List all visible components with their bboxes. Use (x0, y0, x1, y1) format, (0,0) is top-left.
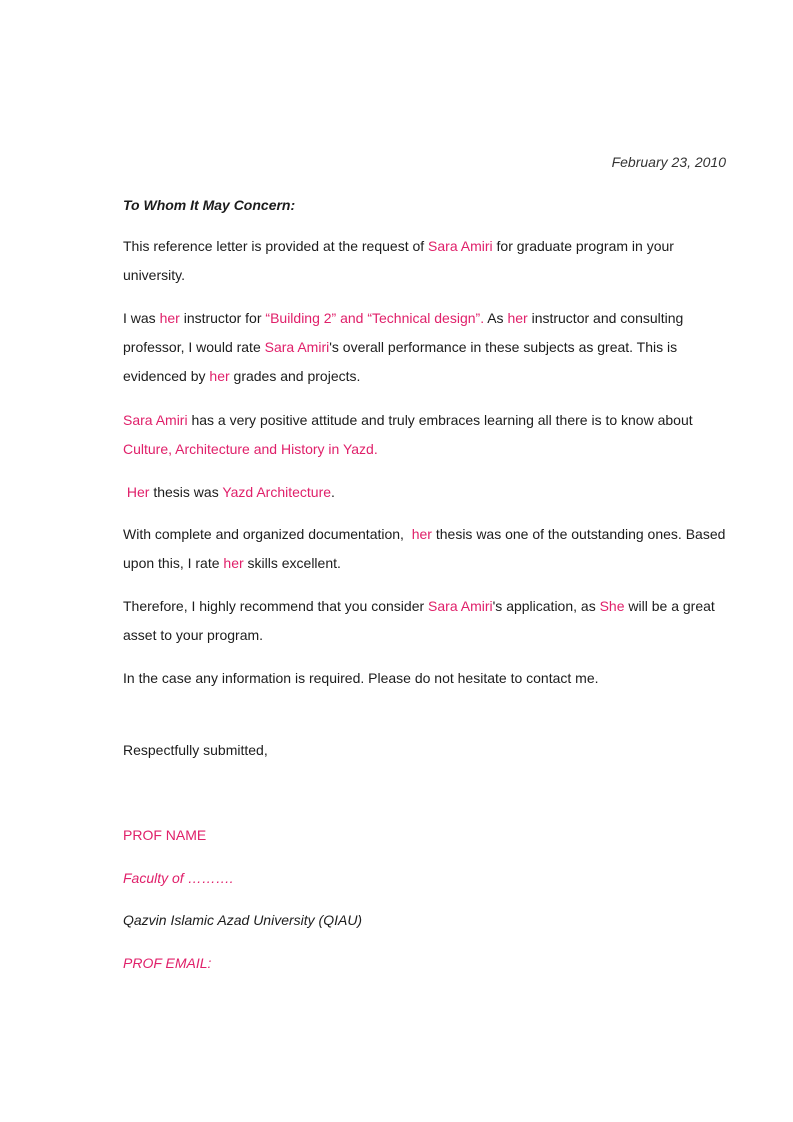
pronoun: her (159, 310, 180, 326)
signature-university: Qazvin Islamic Azad University (QIAU) (123, 912, 363, 928)
signature-name: PROF NAME (123, 827, 207, 843)
pronoun: her (507, 310, 528, 326)
text: Therefore, I highly recommend that you consider (123, 598, 429, 614)
text: instructor and consulting professor, I would rate (123, 310, 684, 355)
text: 's overall performance in these subjects as great. This is evidenced by (123, 339, 678, 384)
student-name: Sara Amiri (123, 412, 188, 428)
paragraph-documentation (123, 520, 728, 578)
paragraph-instructor (123, 304, 728, 391)
subject-area: Culture, Architecture and History in Yazd. (123, 441, 378, 457)
text: has a very positive attitude and truly embraces learning all there is to know about (187, 412, 693, 428)
pronoun: her (223, 555, 244, 571)
signature-faculty: Faculty of ………. (123, 870, 234, 886)
paragraph-recommendation (123, 592, 728, 650)
pronoun: Her (126, 484, 150, 500)
text: grades and projects. (229, 368, 361, 384)
course-names: “Building 2” and “Technical design”. (265, 310, 485, 326)
text: skills excellent. (243, 555, 341, 571)
text: . (331, 484, 335, 500)
text: for graduate program in your university. (123, 238, 674, 283)
pronoun: her (209, 368, 230, 384)
text: thesis was one of the outstanding ones. Based upon this, I rate (123, 526, 726, 571)
text: 's application, as (492, 598, 600, 614)
student-name: Sara Amiri (264, 339, 330, 355)
paragraph-request (123, 232, 728, 290)
text: With complete and organized documentation, (123, 526, 412, 542)
paragraph-attitude (123, 406, 728, 464)
student-name: Sara Amiri (428, 598, 493, 614)
thesis-title: Yazd Architecture (222, 484, 332, 500)
text: instructor for (179, 310, 266, 326)
paragraph-contact: In the case any information is required. Please do not hesitate to contact me. (123, 670, 599, 686)
pronoun: her (411, 526, 432, 542)
text: I was (123, 310, 160, 326)
text: thesis was (149, 484, 223, 500)
letter-date: February 23, 2010 (611, 154, 726, 170)
student-name: Sara Amiri (428, 238, 493, 254)
text: This reference letter is provided at the request of (123, 238, 429, 254)
pronoun: She (599, 598, 625, 614)
text: will be a great asset to your program. (123, 598, 715, 643)
salutation: To Whom It May Concern: (123, 197, 296, 213)
paragraph-thesis (123, 478, 728, 507)
text: As (484, 310, 508, 326)
closing: Respectfully submitted, (123, 742, 268, 758)
signature-email: PROF EMAIL: (123, 955, 212, 971)
